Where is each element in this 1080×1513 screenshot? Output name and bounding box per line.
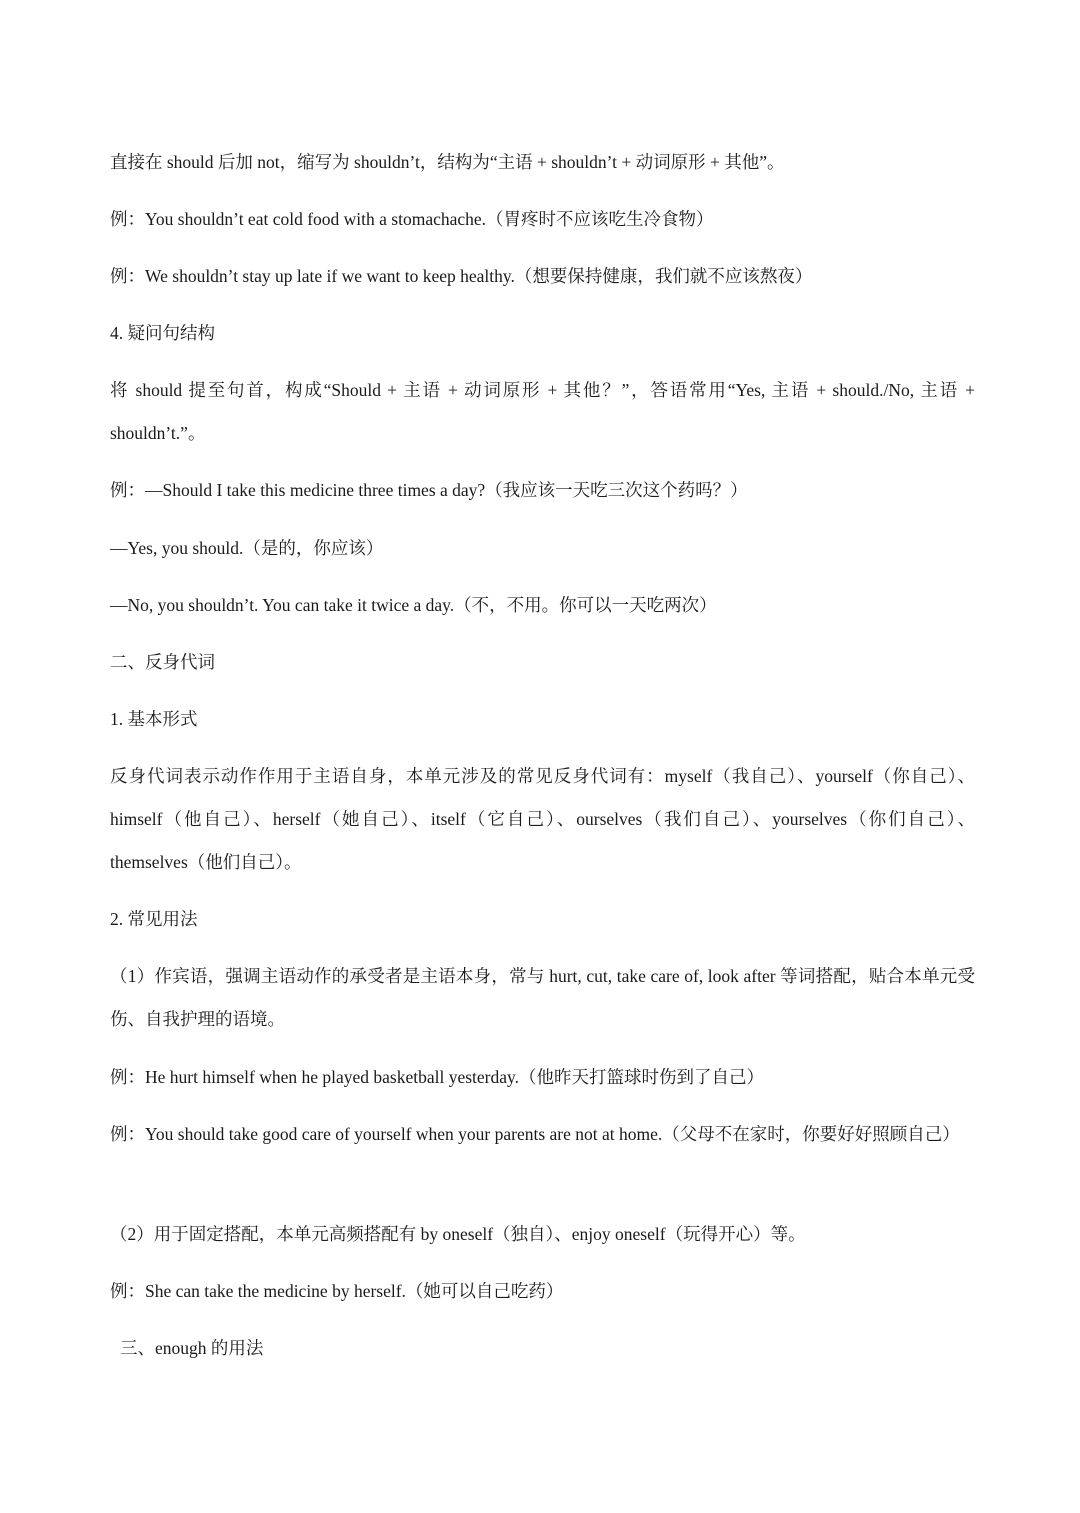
example-reflexive-2: 例：You should take good care of yourself when your parents are not at home.（父母不在家时，你要好好照顾自己）: [110, 1124, 960, 1144]
example-answer-no: —No, you shouldn’t. You can take it twice a day.（不，不用。你可以一天吃两次）: [110, 595, 717, 615]
section-heading-question-structure: 4. 疑问句结构: [110, 323, 215, 343]
reflexive-pronoun-list: 反身代词表示动作作用于主语自身，本单元涉及的常见反身代词有：myself（我自己）、yourself（你自己）、himself（他自己）、herself（她自己）、itself（它自己）、ourselves（我们自己）、yourselves（你们自己）、themselves（他们自己）。: [110, 766, 975, 872]
usage-as-object: （1）作宾语，强调主语动作的承受者是主语本身，常与 hurt, cut, take care of, look after 等词搭配，贴合本单元受伤、自我护理的语境。: [110, 966, 975, 1029]
example-answer-yes: —Yes, you should.（是的，你应该）: [110, 538, 384, 558]
section-heading-reflexive-pronouns: 二、反身代词: [110, 652, 215, 672]
example-by-herself: 例：She can take the medicine by herself.（她可以自己吃药）: [110, 1281, 564, 1301]
subheading-basic-forms: 1. 基本形式: [110, 709, 198, 729]
negative-form-rule: 直接在 should 后加 not，缩写为 shouldn’t，结构为“主语 + shouldn’t + 动词原形 + 其他”。: [110, 152, 785, 172]
usage-fixed-collocations: （2）用于固定搭配，本单元高频搭配有 by oneself（独自）、enjoy oneself（玩得开心）等。: [110, 1224, 806, 1244]
question-structure-rule: 将 should 提至句首，构成“Should + 主语 + 动词原形 + 其他？”，答语常用“Yes, 主语 + should./No, 主语 + shouldn’t.”。: [110, 380, 975, 443]
section-heading-enough: 三、enough 的用法: [120, 1338, 264, 1358]
example-reflexive-1: 例：He hurt himself when he played basketball yesterday.（他昨天打篮球时伤到了自己）: [110, 1067, 765, 1087]
example-question: 例：—Should I take this medicine three times a day?（我应该一天吃三次这个药吗？）: [110, 480, 748, 500]
example-negative-2: 例：We shouldn’t stay up late if we want to keep healthy.（想要保持健康，我们就不应该熬夜）: [110, 266, 813, 286]
example-negative-1: 例：You shouldn’t eat cold food with a stomachache.（胃疼时不应该吃生冷食物）: [110, 209, 714, 229]
subheading-common-usage: 2. 常见用法: [110, 909, 198, 929]
